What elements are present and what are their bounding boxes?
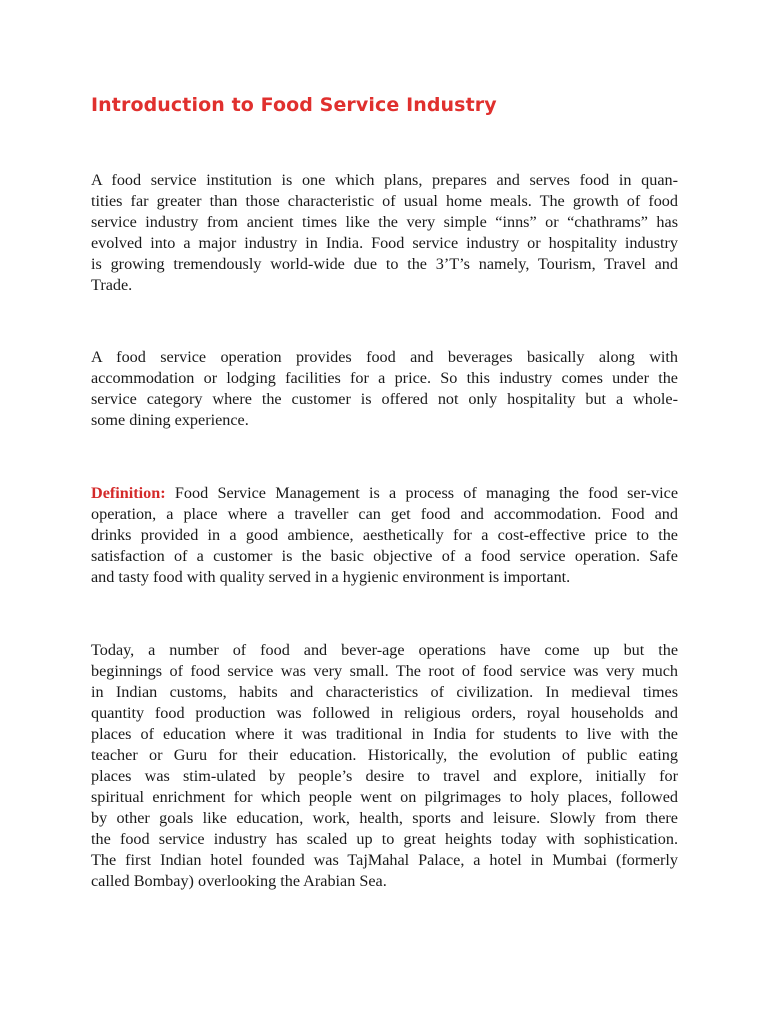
- paragraph-line: operation, a place where a traveller can get food and accommodation. Food and: [91, 505, 678, 523]
- paragraph-line: service industry from ancient times like the very simple “inns” or “chathrams” has: [91, 213, 678, 231]
- paragraph-line: and tasty food with quality served in a hygienic environment is important.: [91, 568, 571, 586]
- paragraph-line: [91, 483, 678, 504]
- paragraph-line: A food service institution is one which plans, prepares and serves food in quan-: [91, 171, 678, 189]
- paragraph-line: in Indian customs, habits and characteristics of civilization. In medieval times: [91, 683, 678, 701]
- paragraph-line: satisfaction of a customer is the basic objective of a food service operation. Safe: [91, 547, 678, 565]
- paragraph-line: is growing tremendously world-wide due to the 3’T’s namely, Tourism, Travel and: [91, 255, 678, 273]
- paragraph-line: by other goals like education, work, health, sports and leisure. Slowly from there: [91, 809, 678, 827]
- paragraph-line: places of education where it was traditional in India for students to live with the: [91, 725, 678, 743]
- paragraph-definition: [91, 483, 678, 588]
- paragraph-history: [91, 640, 678, 892]
- page-title: Introduction to Food Service Industry: [91, 94, 497, 116]
- paragraph-line: Trade.: [91, 276, 133, 294]
- paragraph-line: called Bombay) overlooking the Arabian Sea.: [91, 872, 387, 890]
- paragraph-line: evolved into a major industry in India. Food service industry or hospitality industry: [91, 234, 678, 252]
- paragraph-line: A food service operation provides food and beverages basically along with: [91, 348, 678, 366]
- paragraph-line: beginnings of food service was very small. The root of food service was very much: [91, 662, 678, 680]
- paragraph-line: places was stim-ulated by people’s desire to travel and explore, initially for: [91, 767, 678, 785]
- paragraph-introduction: [91, 170, 678, 296]
- paragraph-line: spiritual enrichment for which people went on pilgrimages to holy places, followed: [91, 788, 678, 806]
- paragraph-line: the food service industry has scaled up to great heights today with sophistication.: [91, 830, 678, 848]
- paragraph-line: tities far greater than those characteristic of usual home meals. The growth of food: [91, 192, 678, 210]
- paragraph-line: drinks provided in a good ambience, aesthetically for a cost-effective price to the: [91, 526, 678, 544]
- paragraph-line: quantity food production was followed in religious orders, royal households and: [91, 704, 678, 722]
- paragraph-operation: [91, 347, 678, 431]
- paragraph-line: service category where the customer is offered not only hospitality but a whole-: [91, 390, 678, 408]
- paragraph-line: Today, a number of food and bever-age operations have come up but the: [91, 641, 678, 659]
- paragraph-line: teacher or Guru for their education. Historically, the evolution of public eating: [91, 746, 678, 764]
- paragraph-line: The first Indian hotel founded was TajMahal Palace, a hotel in Mumbai (formerly: [91, 851, 678, 869]
- definition-text: Food Service Management is a process of managing the food ser-vice: [174, 484, 678, 502]
- paragraph-line: some dining experience.: [91, 411, 249, 429]
- paragraph-line: accommodation or lodging facilities for a price. So this industry comes under the: [91, 369, 678, 387]
- definition-label: Definition:: [91, 484, 166, 502]
